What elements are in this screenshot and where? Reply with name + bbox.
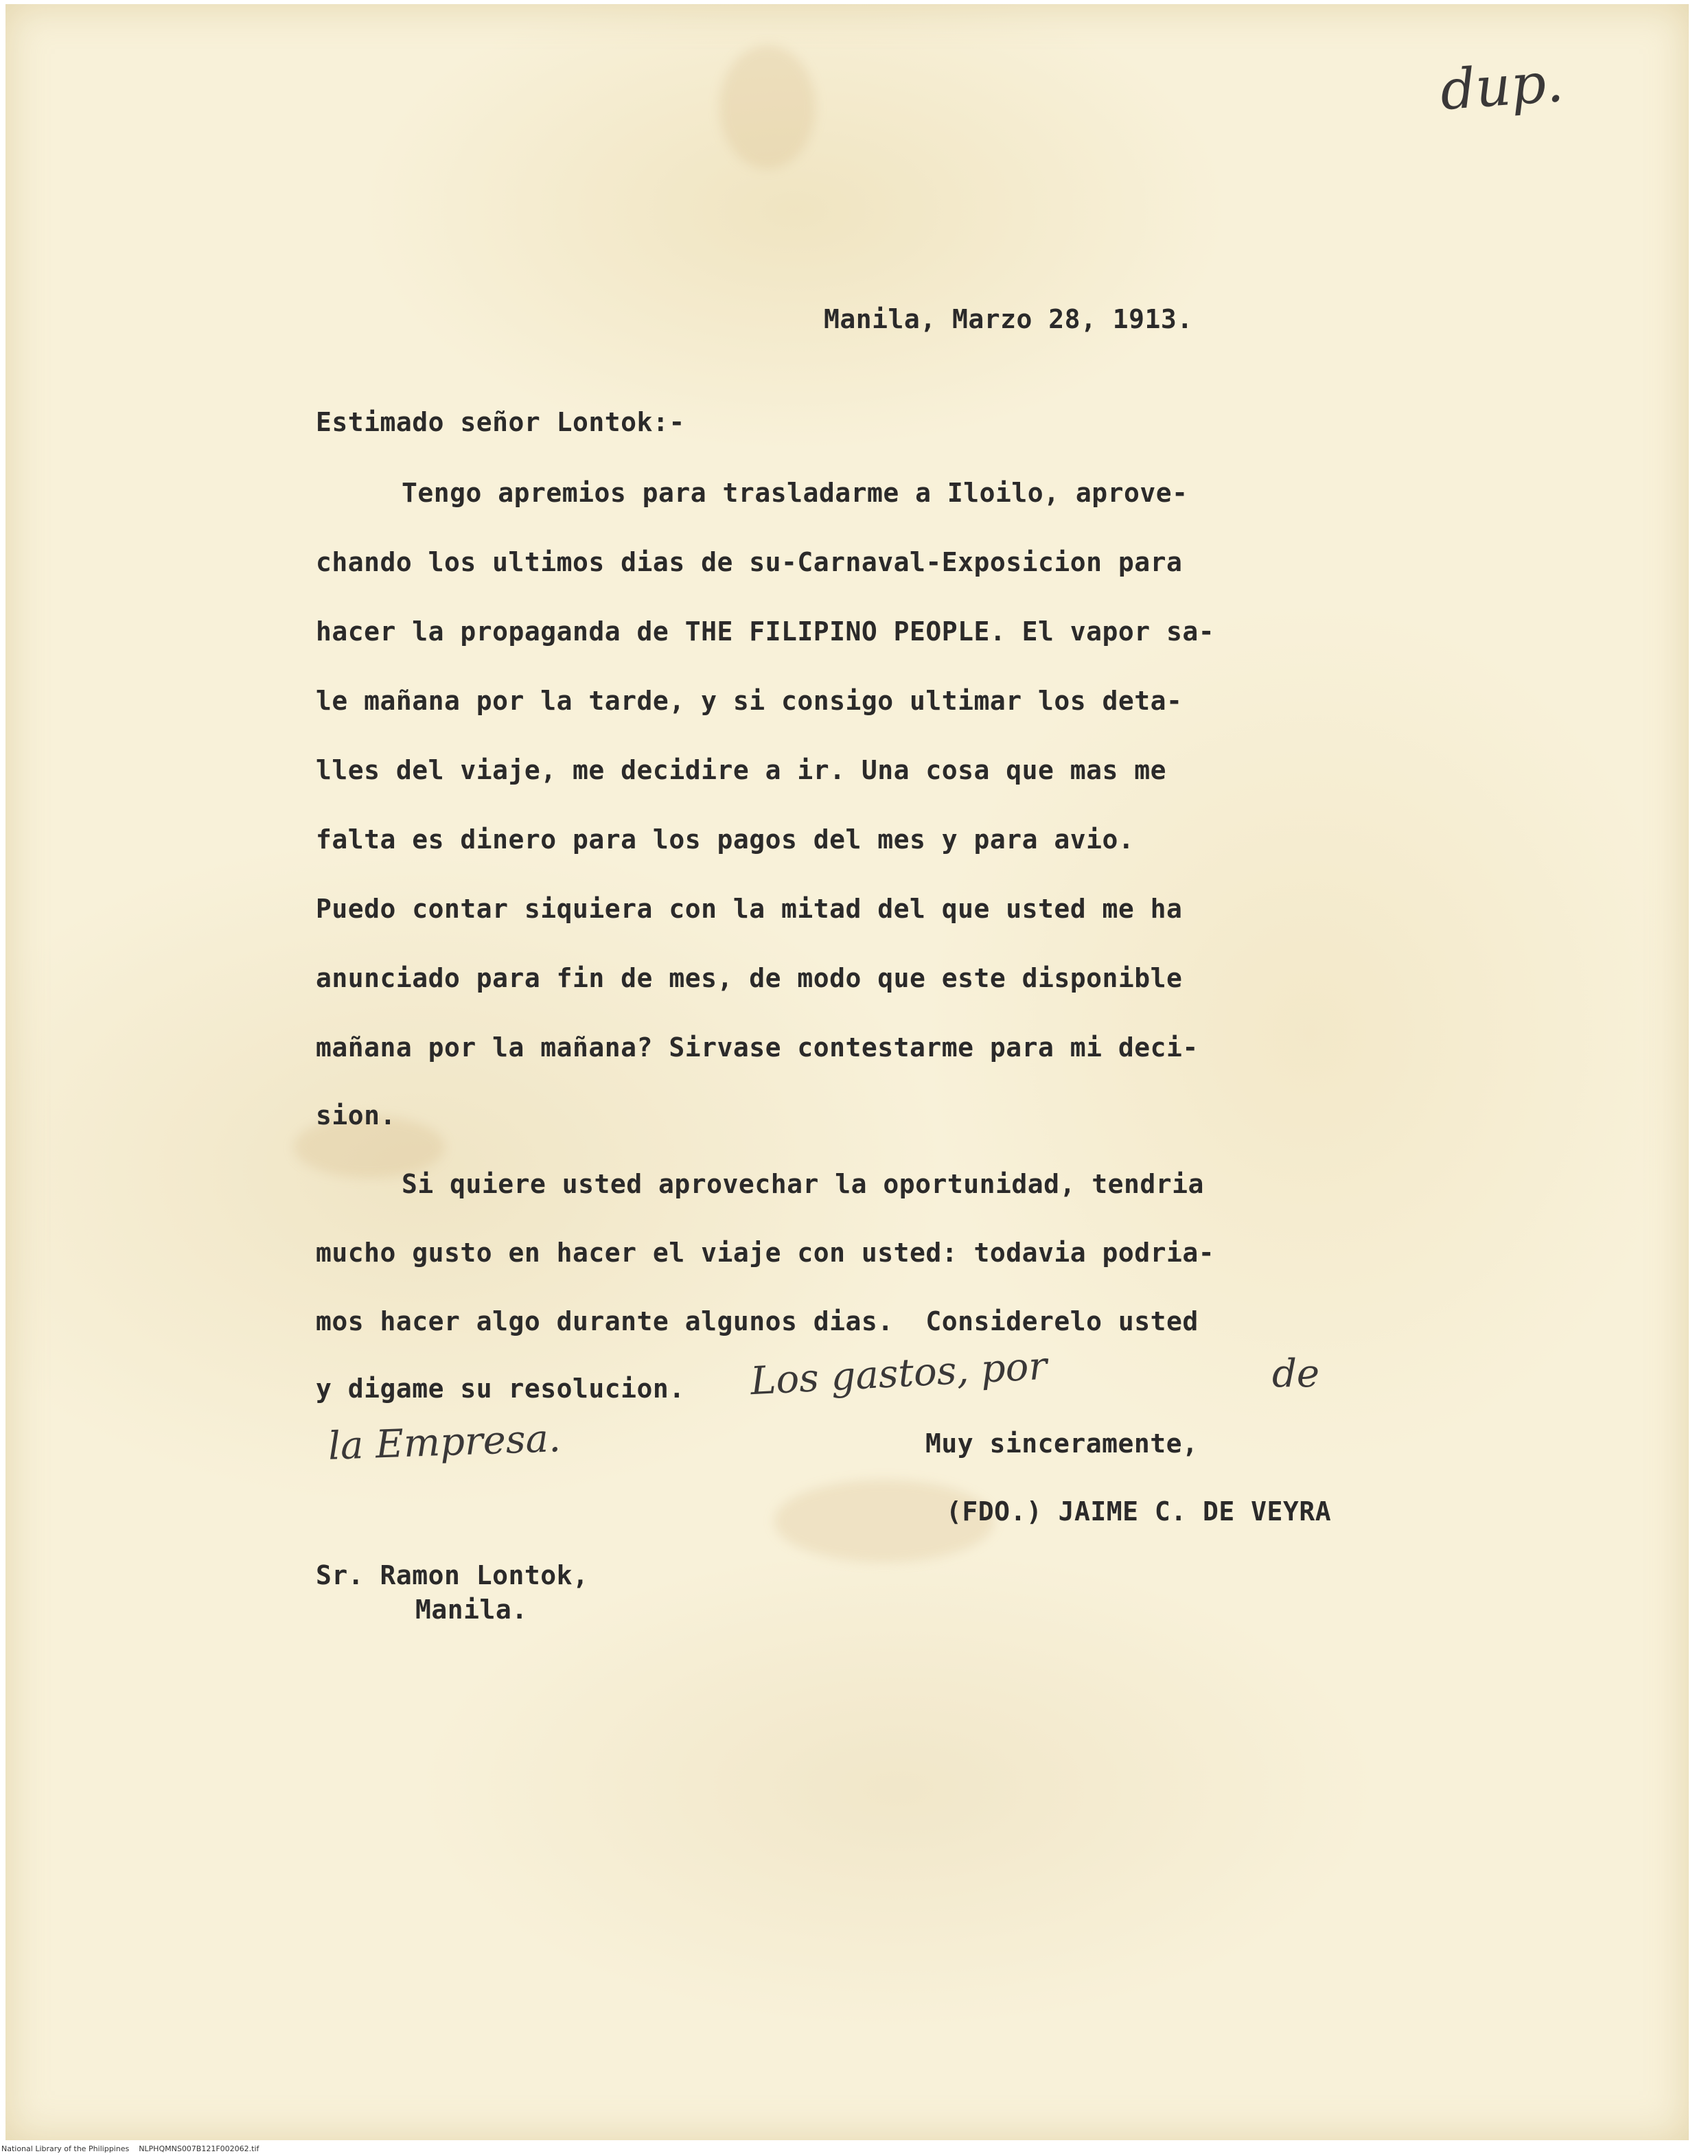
letter-closing: Muy sinceramente, (925, 1428, 1199, 1459)
body-line: mañana por la mañana? Sirvase contestarme para mi deci- (316, 1032, 1199, 1063)
handwritten-note-part3: la Empresa. (327, 1416, 562, 1469)
body-line: sion. (316, 1100, 396, 1131)
letter-page (5, 4, 1689, 2140)
handwritten-note-part2: de (1272, 1352, 1319, 1396)
recipient-name: Sr. Ramon Lontok, (316, 1560, 589, 1590)
body-line: mos hacer algo durante algunos dias. Considerelo usted (316, 1306, 1199, 1336)
body-line: y digame su resolucion. (316, 1373, 685, 1404)
handwritten-note-part1: Los gastos, por (749, 1343, 1048, 1404)
body-line: chando los ultimos dias de su-Carnaval-Exposicion para (316, 547, 1183, 577)
body-line: lles del viaje, me decidire a ir. Una cosa que mas me (316, 755, 1167, 785)
body-line: hacer la propaganda de THE FILIPINO PEOPLE. El vapor sa- (316, 616, 1215, 647)
handwritten-annotation-top: dup. (1438, 49, 1566, 123)
body-line: Tengo apremios para trasladarme a Iloilo, aprove- (402, 478, 1188, 508)
body-line: Puedo contar siquiera con la mitad del que usted me ha (316, 894, 1183, 924)
letter-salutation: Estimado señor Lontok:- (316, 407, 685, 437)
body-line: Si quiere usted aprovechar la oportunidad, tendria (402, 1169, 1204, 1199)
body-line: mucho gusto en hacer el viaje con usted: todavia podria- (316, 1238, 1215, 1268)
archive-footer: National Library of the Philippines NLPHQMNS007B121F002062.tif (1, 2144, 259, 2153)
body-line: le mañana por la tarde, y si consigo ultimar los deta- (316, 686, 1183, 716)
recipient-city: Manila. (415, 1595, 528, 1625)
body-line: anunciado para fin de mes, de modo que este disponible (316, 963, 1183, 993)
letter-signature: (FDO.) JAIME C. DE VEYRA (946, 1496, 1332, 1527)
stain-top (719, 45, 816, 169)
body-line: falta es dinero para los pagos del mes y para avio. (316, 824, 1135, 855)
letter-date: Manila, Marzo 28, 1913. (824, 304, 1193, 334)
